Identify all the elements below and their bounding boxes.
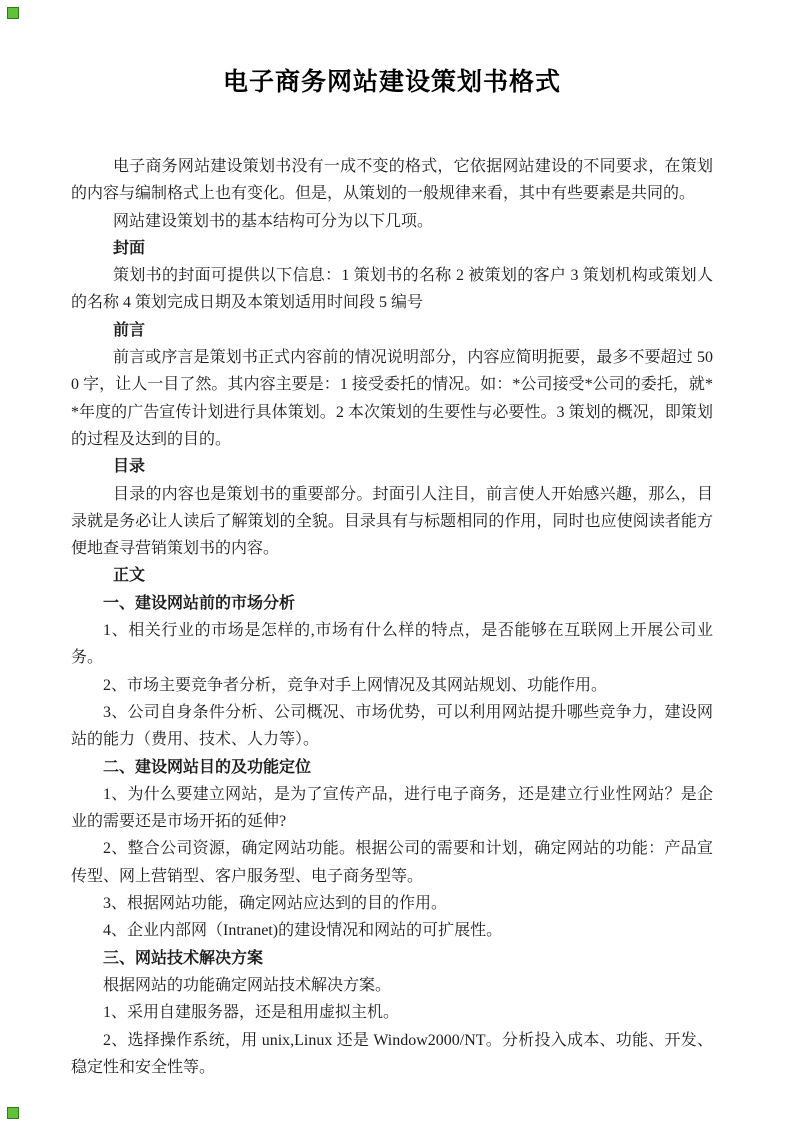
paragraph: 目录 bbox=[113, 458, 146, 476]
paragraph: 1、相关行业的市场是怎样的,市场有什么样的特点，是否能够在互联网上开展公司业务。 bbox=[71, 622, 713, 667]
selection-handle-top-icon bbox=[7, 7, 19, 19]
selection-handle-bottom-icon bbox=[7, 1107, 19, 1119]
page-title: 电子商务网站建设策划书格式 bbox=[222, 68, 561, 96]
paragraph: 目录的内容也是策划书的重要部分。封面引人注目，前言使人开始感兴趣，那么，目录就是务必让人读后了解策划的全貌。目录具有与标题相同的作用，同时也应使阅读者能方便地查寻营销策划书的内容。 bbox=[71, 485, 713, 558]
document-body bbox=[71, 153, 713, 1081]
paragraph: 2、选择操作系统，用 unix,Linux 还是 Window2000/NT。分析投入成本、功能、开发、稳定性和安全性等。 bbox=[71, 1031, 713, 1076]
paragraph: 4、企业内部网（Intranet)的建设情况和网站的可扩展性。 bbox=[103, 922, 503, 940]
paragraph: 2、市场主要竞争者分析，竞争对手上网情况及其网站规划、功能作用。 bbox=[103, 676, 608, 694]
paragraph: 前言或序言是策划书正式内容前的情况说明部分，内容应简明扼要，最多不要超过 500 字，让人一目了然。其内容主要是：1 接受委托的情况。如：*公司接受*公司的委托，就**年度的广告宣传计划进行具体策划。2 本次策划的生要性与必要性。3 策划的概况，即策划的过程及达到的目的。 bbox=[71, 349, 713, 448]
paragraph: 电子商务网站建设策划书没有一成不变的格式，它依据网站建设的不同要求，在策划的内容与编制格式上也有变化。但是，从策划的一般规律来看，其中有些要素是共同的。 bbox=[71, 158, 713, 203]
paragraph: 正文 bbox=[113, 567, 146, 585]
paragraph: 二、建设网站目的及功能定位 bbox=[103, 758, 312, 776]
paragraph: 2、整合公司资源，确定网站功能。根据公司的需要和计划，确定网站的功能：产品宣传型、网上营销型、客户服务型、电子商务型等。 bbox=[71, 840, 713, 885]
paragraph: 一、建设网站前的市场分析 bbox=[103, 594, 296, 612]
paragraph: 根据网站的功能确定网站技术解决方案。 bbox=[103, 976, 392, 994]
paragraph: 1、为什么要建立网站，是为了宣传产品，进行电子商务，还是建立行业性网站？是企业的需要还是市场开拓的延伸? bbox=[71, 785, 713, 831]
paragraph: 封面 bbox=[113, 239, 146, 257]
paragraph: 网站建设策划书的基本结构可分为以下几项。 bbox=[113, 212, 434, 230]
paragraph: 3、公司自身条件分析、公司概况、市场优势，可以利用网站提升哪些竞争力，建设网站的能力（费用、技术、人力等）。 bbox=[71, 703, 713, 749]
paragraph: 三、网站技术解决方案 bbox=[103, 949, 264, 967]
paragraph: 前言 bbox=[113, 321, 146, 339]
paragraph: 3、根据网站功能，确定网站应达到的目的作用。 bbox=[103, 895, 448, 913]
paragraph: 策划书的封面可提供以下信息：1 策划书的名称 2 被策划的客户 3 策划机构或策划人的名称 4 策划完成日期及本策划适用时间段 5 编号 bbox=[71, 267, 713, 312]
paragraph: 1、采用自建服务器，还是租用虚拟主机。 bbox=[103, 1004, 400, 1022]
